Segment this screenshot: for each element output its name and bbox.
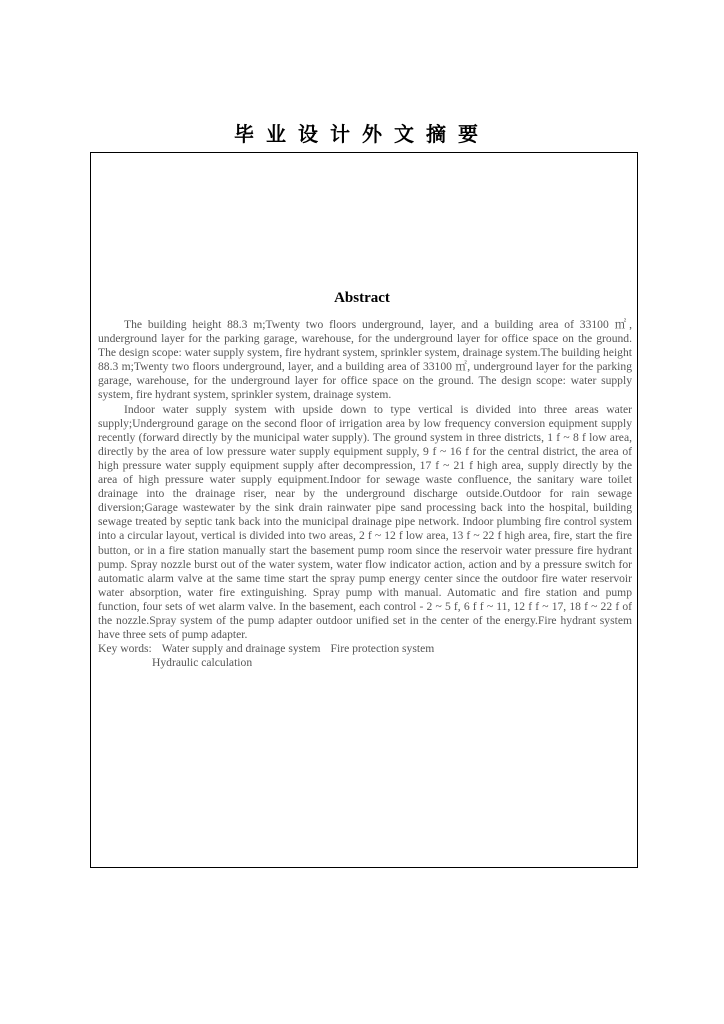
- keywords-label: Key words:: [98, 642, 152, 656]
- keyword-item: Hydraulic calculation: [152, 656, 253, 670]
- page-heading: 毕业设计外文摘要: [234, 122, 490, 146]
- abstract-paragraph: The building height 88.3 m;Twenty two floors underground, layer, and a building area of 33100 ㎡, underground layer for the parking garage, warehouse, for the underground layer for office space on the ground. The design scope: water supply system, fire hydrant system, sprinkler system, drainage system.The building height 88.3 m;Twenty two floors underground, layer, and a building area of 33100 ㎡, underground layer for the parking garage, warehouse, for the underground layer for office space on the ground. The design scope: water supply system, fire hydrant system, sprinkler system, drainage system.: [98, 318, 632, 402]
- keyword-item: Water supply and drainage system: [161, 642, 321, 656]
- keyword-item: Fire protection system: [330, 642, 435, 656]
- abstract-paragraph: Indoor water supply system with upside down to type vertical is divided into three areas water supply;Underground garage on the second floor of irrigation area by low frequency conversion equipment supply recently (forward directly by the municipal water supply). The ground system in three districts, 1 f ~ 8 f low area, directly by the area of low pressure water supply equipment supply, 9 f ~ 16 f for the central district, the area of high pressure water supply equipment supply after decompression, 17 f ~ 21 f high area, supply directly by the area of high pressure water supply equipment.Indoor for sewage waste confluence, the sanitary ware toilet drainage into the drainage riser, near by the underground discharge outside.Outdoor for rain sewage diversion;Garage wastewater by the sink drain rainwater pipe sand processing back into the hospital, building sewage treated by septic tank back into the municipal drainage pipe network. Indoor plumbing fire control system into a circular layout, vertical is divided into two areas, 2 f ~ 12 f low area, 13 f ~ 22 f high area, fire, start the fire button, or in a fire station manually start the basement pump room since the reservoir water pressure fire hydrant pump. Spray nozzle burst out of the water system, water flow indicator action, action and by a pressure switch for automatic alarm valve at the same time start the spray pump energy center since the outdoor fire water reservoir water absorption, water fire extinguishing. Spray pump with manual. Automatic and fire station and pump function, four sets of wet alarm valve. In the basement, each control - 2 ~ 5 f, 6 f f ~ 11, 12 f f ~ 17, 18 f ~ 22 f of the nozzle.Spray system of the pump adapter outdoor unified set in the center of the energy.Fire hydrant system have three sets of pump adapter.: [98, 402, 632, 642]
- keywords-line: [98, 642, 632, 656]
- abstract-body: [98, 318, 632, 670]
- keywords-continuation: [98, 656, 632, 670]
- abstract-title: Abstract: [334, 290, 390, 306]
